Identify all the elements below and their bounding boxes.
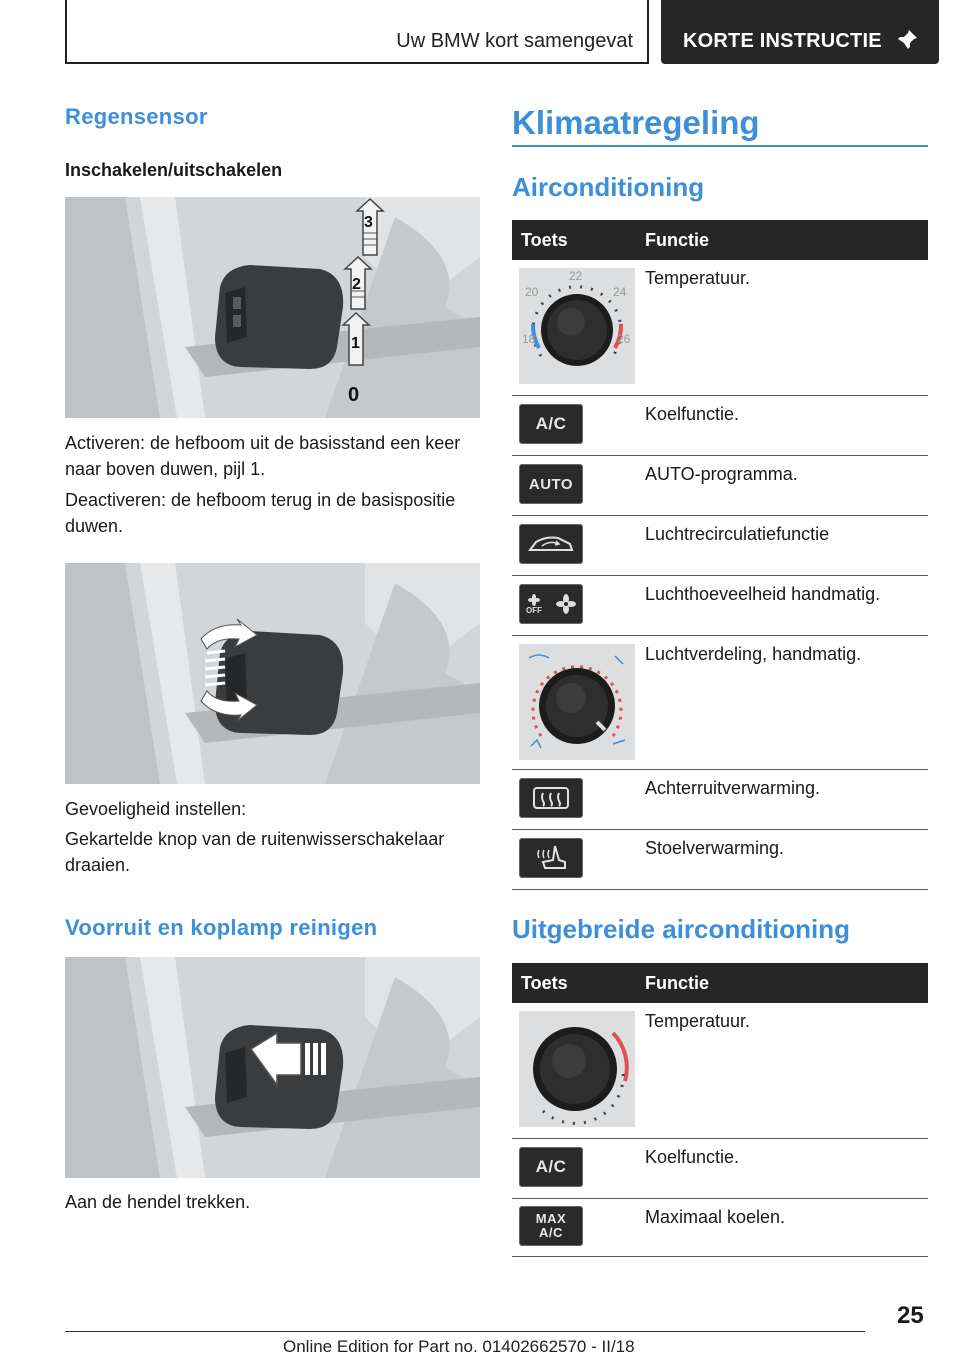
table-row [512,456,928,516]
pin-icon [895,28,919,52]
auto-button-icon [519,464,583,504]
temp-scale-22: 22 [569,269,583,283]
lever-positions-illustration [65,197,480,418]
ext-table-header [512,963,928,1003]
table-row [512,1139,928,1199]
auto-button-label: AUTO [528,475,574,493]
sensitivity-text: Gekartelde knop van de ruitenwisserschakelaar draaien. [65,829,445,875]
footer-divider [65,1331,865,1332]
page-number: 25 [897,1302,924,1329]
ac-button-icon [519,404,583,444]
row-text: Luchthoeveelheid handmatig. [645,584,881,604]
max-ac-label-top: MAX [535,1211,567,1226]
col-key: Toets [521,973,568,993]
table-row [512,260,928,396]
header-section-title: Uw BMW kort samengevat [396,30,633,52]
row-text: Koelfunctie. [645,404,740,424]
lever-label-3: 3 [364,214,373,231]
col-key: Toets [521,230,568,250]
recirculation-button-icon [519,524,583,564]
title-divider [512,145,928,147]
pull-lever-illustration [65,957,480,1178]
regensensor-subheading: Inschakelen/uitschakelen [65,160,283,180]
seat-heating-button-icon [519,838,583,878]
table-row [512,1199,928,1257]
regensensor-heading: Regensensor [65,104,208,129]
table-row [512,830,928,890]
fan-small-icon [528,594,540,606]
row-text: Luchtrecirculatiefunctie [645,524,830,544]
fan-large-icon [556,594,576,614]
row-text: Achterruitverwarming. [645,778,821,798]
ac-button-label: A/C [535,414,567,433]
air-distribution-knob-icon [519,644,635,760]
table-row [512,770,928,830]
temp-scale-26: 26 [617,332,631,346]
ac-heading: Airconditioning [512,172,705,202]
row-text: Luchtverdeling, handmatig. [645,644,862,664]
col-function: Functie [645,973,710,993]
temperature-knob-icon [519,1011,635,1127]
wash-heading: Voorruit en koplamp reinigen [65,915,378,940]
max-ac-label-bottom: A/C [539,1225,563,1240]
table-row [512,576,928,636]
wash-text: Aan de hendel trekken. [65,1192,251,1212]
ext-ac-heading: Uitgebreide airconditioning [512,914,851,944]
table-row [512,516,928,576]
temp-scale-18: 18 [522,332,536,346]
sensitivity-label: Gevoeligheid instellen: [65,799,247,819]
fan-button-icon [519,584,583,624]
sensitivity-knob-illustration [65,563,480,784]
deactivate-text: Deactiveren: de hefboom terug in de basispositie duwen. [65,490,456,536]
lever-label-0: 0 [348,384,360,406]
table-row [512,396,928,456]
header-section-box [65,0,649,64]
col-function: Functie [645,230,710,250]
rear-defrost-button-icon [519,778,583,818]
table-row [512,636,928,770]
row-text: AUTO-programma. [645,464,798,484]
lever-label-2: 2 [352,276,361,293]
ac-button-label: A/C [535,1157,567,1176]
header-chapter-title: KORTE INSTRUCTIE [683,30,882,52]
fan-off-label: OFF [526,605,542,615]
lever-label-1: 1 [351,335,360,352]
header-chapter-tab [661,0,939,64]
temp-scale-20: 20 [525,285,539,299]
row-text: Maximaal koelen. [645,1207,786,1227]
activate-text: Activeren: de hefboom uit de basisstand een keer naar boven duwen, pijl 1. [65,433,461,479]
row-text: Koelfunctie. [645,1147,740,1167]
row-text: Temperatuur. [645,268,751,288]
row-text: Stoelverwarming. [645,838,785,858]
temperature-knob-icon [519,268,635,384]
ac-button-icon [519,1147,583,1187]
temp-scale-24: 24 [613,285,627,299]
row-text: Temperatuur. [645,1011,751,1031]
table-row [512,1003,928,1139]
ac-table-header [512,220,928,260]
footer-edition: Online Edition for Part no. 01402662570 - II/18 [283,1337,635,1356]
max-ac-button-icon [519,1206,583,1246]
climate-title: Klimaatregeling [512,104,760,141]
